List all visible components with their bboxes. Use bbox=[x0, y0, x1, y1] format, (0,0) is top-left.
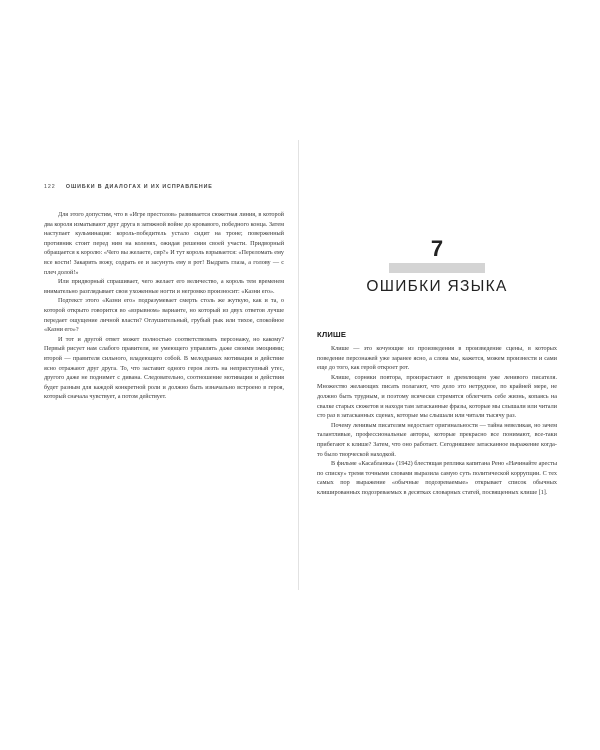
paragraph: Для этого допустим, что в «Игре престолов» развивается сюжетная линия, в которой два короля изматывают друг друга в затяжной войне до кровавого, победного конца. Затем наступает кульминация: король-победитель устало сидит на троне; поверженный противник стоит перед ним на коленях, ожидая решения своей участи. Придворный обращается к королю: «Чего вы желаете, сир?» И тут король взрывается: «Переломать ему все кости! Закарить вожу, содрать ее и засунуть ему в рот! Выдрать глаза, а голову — с плеч долой!» bbox=[44, 211, 284, 276]
paragraph: В фильме «Касабланка» (1942) блестящая реплика капитана Рено «Начинайте аресты по списку» тремя точными словами выразила самую суть политической коррупции. С тех самых пор выражение «обычные подозреваемые» открывает список обычных клишированных подозреваемых в десятках словарных статей, посвященных клише [1]. bbox=[317, 460, 557, 496]
right-body-text bbox=[317, 344, 557, 498]
paragraph: Подтекст этого «Казни его» подразумевает смерть столь же жуткую, как и та, о которой открыто говорится во «взрывном» варианте, но который из двух ответов лучше передает ощущение личной власти? Оглушительный, грубый рык или тихое, спокойное «Казни его»? bbox=[44, 297, 284, 334]
chapter-divider-bar bbox=[389, 263, 485, 273]
left-body-text bbox=[44, 210, 284, 402]
chapter-title: ОШИБКИ ЯЗЫКА bbox=[366, 278, 508, 295]
left-page bbox=[44, 184, 284, 402]
paragraph: Или придворный спрашивает, чего желает его величество, а король тем временем внимательно разглядывает свои ухоженные ногти и негромко произносит: «Казни его». bbox=[44, 278, 284, 295]
running-head-title: ОШИБКИ В ДИАЛОГАХ И ИХ ИСПРАВЛЕНИЕ bbox=[65, 184, 213, 190]
paragraph: Почему ленивым писателям недостает оригинальности — тайна невеликая, но зачем талантливые, профессиональные авторы, которые прекрасно все понимают, все-таки прибегают к клише? Затем, что оно работает. Сегодняшнее затасканное выражение когда-то было творческой находкой. bbox=[317, 421, 557, 458]
right-page bbox=[317, 238, 557, 498]
chapter-number: 7 bbox=[430, 236, 444, 261]
page-gutter bbox=[298, 140, 299, 590]
paragraph: И тот и другой ответ может полностью соответствовать персонажу, но какому? Первый рисует нам слабого правителя, не умеющего управлять даже своими эмоциями; второй — правителя сильного, владеющего собой. В мелодрамах мотивация и действие ясно отражают друг друга. То, что заставит одного героя лезть на неприступный утес, другого даже не поднимет с дивана. Следовательно, соотношение мотивации и действия будет разным для каждой конкретной роли и должно быть изначально встроено в героя, который сначала чувствует, а потом действует. bbox=[44, 335, 284, 401]
section-title: КЛИШЕ bbox=[317, 330, 347, 339]
page-number: 122 bbox=[44, 184, 56, 190]
running-head bbox=[44, 184, 284, 190]
paragraph: Клише, сорняки повтора, произрастают в дремлющем уже ленивого писателя. Множество желающих писать полагают, что дело это нетрудное, по крайней мере, не должно быть трудным, и поэтому всячески стремятся облегчить себе жизнь, копаясь на свалке старых сюжетов и находя там затасканные фразы, которые мы слышали или читали сто раз в затасканных сценах, которые мы слышали или читали тысячу раз. bbox=[317, 373, 557, 420]
paragraph: Клише — это кочующие из произведения в произведение сцены, в которых поведение персонажей уже заранее ясно, а слова мы, кажется, можем произнести и сами еще до того, как герой откроет рот. bbox=[317, 345, 557, 372]
